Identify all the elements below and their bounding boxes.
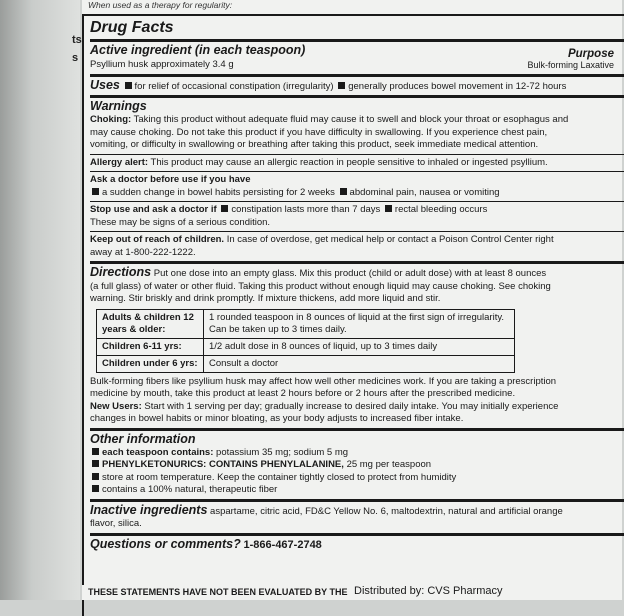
- bullet-icon: [385, 205, 392, 212]
- allergy-label: Allergy alert:: [90, 156, 149, 168]
- uses-heading: Uses: [90, 78, 120, 92]
- dosage-direction: [204, 309, 515, 338]
- teaspoon-text: potassium 35 mg; sodium 5 mg: [216, 446, 349, 458]
- drug-facts-title: Drug Facts: [90, 19, 174, 36]
- divider: [90, 261, 624, 264]
- bullet-icon: [92, 485, 99, 492]
- bullet-icon: [92, 473, 99, 480]
- allergy-text: This product may cause an allergic reaction in people sensitive to inhaled or ingested psyllium.: [150, 156, 548, 168]
- warnings-heading: Warnings: [90, 99, 147, 113]
- bullet-icon: [340, 188, 347, 195]
- new-users-text: Start with 1 serving per day; gradually increase to desired daily intake. You may initially experience: [144, 400, 559, 412]
- uses-item: for relief of occasional constipation (irregularity): [134, 81, 334, 92]
- divider: [90, 171, 624, 172]
- footer-strip: [82, 585, 600, 600]
- divider: [90, 231, 624, 232]
- divider: [90, 74, 624, 77]
- divider: [90, 428, 624, 431]
- inactive-heading: Inactive ingredients: [90, 502, 208, 517]
- ask-doctor-item: a sudden change in bowel habits persisting for 2 weeks: [102, 186, 335, 198]
- stop-use-note: These may be signs of a serious condition.: [90, 216, 271, 228]
- stop-use-item: rectal bleeding occurs: [394, 204, 488, 215]
- directions-text: Put one dose into an empty glass. Mix this product (child or adult dose) with at least 8 ounces: [153, 268, 547, 279]
- stop-use-label: Stop use and ask a doctor if: [90, 204, 217, 215]
- teaspoon-label: each teaspoon contains:: [102, 446, 214, 458]
- table-row: [97, 338, 515, 355]
- choking-text: Taking this product without adequate fluid may cause it to swell and block your throat or esophagus and: [133, 114, 569, 125]
- divider: [90, 39, 624, 42]
- dosage-text: Can be taken up to 3 times daily.: [209, 323, 347, 335]
- package-edge: [0, 0, 80, 600]
- questions-heading: Questions or comments?: [90, 536, 241, 551]
- ask-doctor-item: abdominal pain, nausea or vomiting: [349, 186, 500, 198]
- ask-doctor-label: Ask a doctor before use if you have: [90, 174, 251, 185]
- divider: [90, 201, 624, 202]
- table-row: [97, 309, 515, 338]
- inactive-text: flavor, silica.: [90, 518, 142, 529]
- pku-text: 25 mg per teaspoon: [346, 459, 432, 470]
- top-caption: When used as a therapy for regularity:: [88, 0, 233, 10]
- divider: [90, 533, 624, 536]
- storage-text: store at room temperature. Keep the container tightly closed to protect from humidity: [102, 471, 457, 483]
- dosage-direction: 1/2 adult dose in 8 ounces of liquid, up to 3 times daily: [204, 338, 515, 355]
- purpose-heading: Purpose: [567, 48, 614, 60]
- active-ingredient-heading: Active ingredient (in each teaspoon): [90, 43, 306, 57]
- dosage-direction: Consult a doctor: [204, 355, 515, 372]
- dosage-age: Children under 6 yrs:: [97, 355, 204, 372]
- purpose-text: Bulk-forming Laxative: [527, 60, 614, 70]
- fiber-interaction-text: medicine by mouth, take this product at least 2 hours before or 2 hours after the prescribed medicine.: [90, 388, 516, 399]
- divider: [90, 95, 624, 98]
- uses-item: generally produces bowel movement in 12-72 hours: [348, 81, 567, 92]
- pku-label: PHENYLKETONURICS: CONTAINS PHENYLALANINE,: [102, 459, 344, 470]
- other-info-heading: Other information: [90, 431, 196, 446]
- divider: [90, 499, 624, 502]
- directions-text: warning. Stir briskly and drink promptly. If mixture thickens, add more liquid and stir.: [90, 293, 441, 304]
- new-users-label: New Users:: [90, 400, 142, 412]
- bullet-icon: [125, 82, 132, 89]
- dosage-table: [96, 309, 515, 373]
- new-users-text: changes in bowel habits or minor bloating, as your body adjusts to increased fiber intake.: [90, 413, 464, 424]
- footer-disclaimer: THESE STATEMENTS HAVE NOT BEEN EVALUATED BY THE: [88, 587, 348, 597]
- fiber-text: contains a 100% natural, therapeutic fiber: [102, 484, 278, 495]
- choking-text: may cause choking. Do not take this product if you have difficulty in swallowing. If you experience chest pain,: [90, 126, 548, 138]
- footer-distributor: Distributed by: CVS Pharmacy: [354, 585, 503, 597]
- bullet-icon: [92, 448, 99, 455]
- keep-out-text: away at 1-800-222-1222.: [90, 246, 196, 258]
- stop-use-item: constipation lasts more than 7 days: [231, 204, 381, 215]
- choking-label: Choking:: [90, 114, 132, 125]
- bullet-icon: [92, 460, 99, 467]
- inactive-text: aspartame, citric acid, FD&C Yellow No. 6, maltodextrin, natural and artificial orange: [210, 505, 563, 517]
- bullet-icon: [92, 188, 99, 195]
- directions-text: (a full glass) of water or other fluid. Taking this product without enough liquid may cause choking. See choking: [90, 280, 551, 292]
- fiber-interaction-text: Bulk-forming fibers like psyllium husk may affect how well other medicines work. If you are taking a prescription: [90, 375, 557, 387]
- dosage-text: 1 rounded teaspoon in 8 ounces of liquid at the first sign of irregularity.: [209, 311, 505, 323]
- active-ingredient-text: Psyllium husk approximately 3.4 g: [90, 59, 234, 70]
- keep-out-text: In case of overdose, get medical help or contact a Poison Control Center right: [226, 234, 554, 245]
- choking-text: vomiting, or difficulty in swallowing or breathing after taking this product, seek immediate medical attention.: [90, 139, 539, 150]
- bullet-icon: [221, 205, 228, 212]
- dosage-age: Adults & children 12 years & older:: [97, 309, 204, 338]
- questions-phone: 1-866-467-2748: [243, 538, 322, 551]
- edge-text-fragment: s: [72, 52, 79, 64]
- directions-heading: Directions: [90, 265, 152, 279]
- keep-out-label: Keep out of reach of children.: [90, 234, 225, 245]
- dosage-age: Children 6-11 yrs:: [97, 338, 204, 355]
- divider: [90, 154, 624, 155]
- table-row: [97, 355, 515, 372]
- drug-facts-panel: [82, 14, 624, 616]
- edge-text-fragment: ts: [72, 34, 82, 46]
- bullet-icon: [338, 82, 345, 89]
